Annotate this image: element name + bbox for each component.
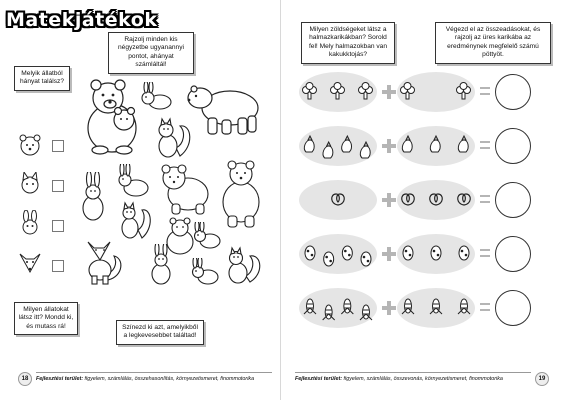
equals-sign-icon [480,87,490,95]
instruction-which-animals-here: Milyen állatokat látsz itt? Mondd ki, és mutass rá! [14,302,78,335]
footer-label: Fejlesztési terület: [36,376,84,382]
rabbit-illustration [146,244,176,286]
set-oval-right [397,180,475,220]
corn-icon [304,299,316,314]
rabbit-illustration [190,222,224,250]
right-page [281,0,562,400]
eggplant-icon [304,136,314,152]
pretzel-icon [332,194,345,205]
answer-box-fox[interactable] [52,260,64,272]
footer-text: figyelem, számlálás, összevonás, környezetismeret, finommotorika [343,376,503,382]
pretzel-icon [430,194,443,205]
corn-icon [402,299,414,314]
potato-icon [459,246,469,260]
bear-illustration [158,160,212,216]
answer-circle[interactable] [495,290,531,326]
broccoli-icon [359,83,373,100]
eggplant-icon [342,136,352,152]
eggplant-icon [360,142,370,158]
set-oval-right [397,72,475,112]
page-number-left: 18 [18,372,32,386]
instruction-draw-dots: Rajzolj minden kis négyzetbe ugyanannyi pontot, ahányat számláltál! [108,32,194,74]
potato-icon [431,246,441,260]
footer-text: figyelem, számlálás, összehasonlítás, környezetismeret, finommotorika [84,376,255,382]
answer-circle[interactable] [495,236,531,272]
rabbit-illustration [114,164,154,198]
potato-icon [324,252,334,266]
rabbit-illustration [76,172,110,222]
broccoli-icon [457,83,471,100]
equals-sign-icon [480,141,490,149]
corn-icon [458,299,470,314]
corn-icon [323,305,335,320]
potato-icon [403,246,413,260]
footer-right [295,372,531,386]
corn-icon [430,299,442,314]
eggplant-icon [323,142,333,158]
potato-icon [342,246,352,260]
bear-face-icon [18,134,42,156]
potato-icon [305,246,315,260]
bear-standing-illustration [216,158,266,228]
squirrel-illustration [150,116,194,160]
answer-box-bear[interactable] [52,140,64,152]
eggplant-icon [402,136,412,152]
page-title: Matekjátékok [6,9,158,31]
equals-sign-icon [480,249,490,257]
set-oval-left [299,234,377,274]
instruction-color-least: Színezd ki azt, amelyikből a legkevesebbet találtad! [116,320,204,345]
pretzel-icon [402,194,415,205]
plus-sign-icon [382,139,396,153]
answer-circle[interactable] [495,182,531,218]
broccoli-icon [303,83,317,100]
pretzel-icon [458,194,471,205]
corn-icon [360,305,372,320]
set-oval-right [397,234,475,274]
answer-box-rabbit[interactable] [52,220,64,232]
footer-left [36,372,272,386]
set-oval-left [299,72,377,112]
rabbit-illustration [138,82,176,112]
footer-label: Fejlesztési terület: [295,376,343,382]
rabbit-face-icon [18,210,42,236]
answer-circle[interactable] [495,74,531,110]
corn-icon [341,299,353,314]
plus-sign-icon [382,85,396,99]
instruction-vegetables: Milyen zöldségeket látsz a halmazkarikákban? Sorold fel! Mely halmazokban van kakukktojás? [301,22,395,64]
eggplant-icon [430,136,440,152]
eggplant-icon [458,136,468,152]
plus-sign-icon [382,193,396,207]
squirrel-face-icon [18,172,42,194]
fox-face-icon [18,252,42,274]
instruction-which-animal: Melyik állatból hányat találsz? [14,66,70,91]
potato-icon [361,252,371,266]
set-oval-left [299,126,377,166]
answer-box-squirrel[interactable] [52,180,64,192]
equals-sign-icon [480,303,490,311]
answer-circle[interactable] [495,128,531,164]
broccoli-icon [331,83,345,100]
polar-bear-illustration [186,78,262,138]
plus-sign-icon [382,247,396,261]
set-oval-left [299,288,377,328]
set-oval-right [397,126,475,166]
squirrel-illustration [220,246,264,286]
set-oval-right [397,288,475,328]
equals-sign-icon [480,195,490,203]
broccoli-icon [401,83,415,100]
plus-sign-icon [382,301,396,315]
instruction-addition: Végezd el az összeadásokat, és rajzolj az üres karikába az eredménynek megfelelő számú pöttyöt. [435,22,551,64]
page-number-right: 19 [535,372,549,386]
fox-illustration [76,236,126,286]
set-oval-left [299,180,377,220]
rabbit-illustration [188,258,222,286]
